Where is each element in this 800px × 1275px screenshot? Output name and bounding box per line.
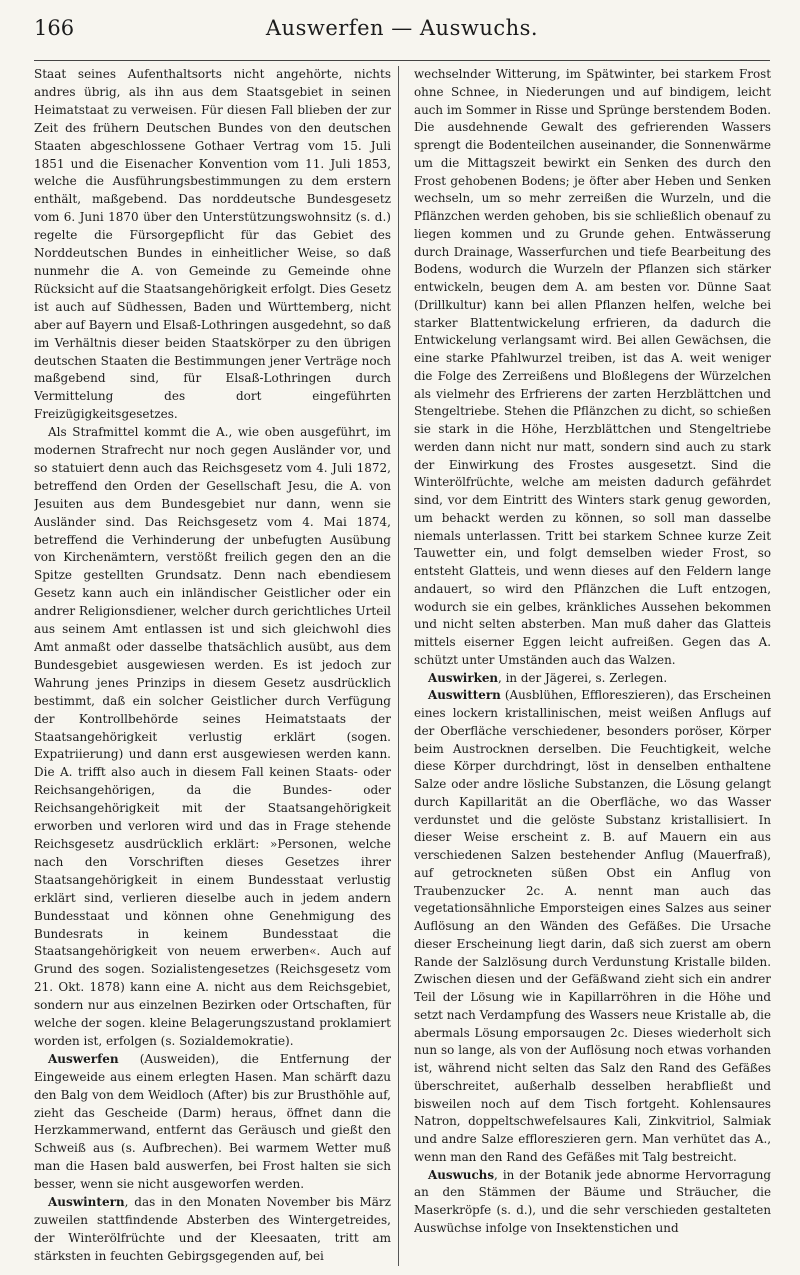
headword-auswittern: Auswittern — [428, 688, 501, 703]
headword-auswerfen: Auswerfen — [48, 1051, 119, 1066]
entry-text-auswirken: , in der Jägerei, s. Zerlegen. — [498, 670, 668, 685]
headword-auswintern: Auswintern — [48, 1195, 125, 1210]
entry-text-auswintern: , das in den Monaten November bis März zuweilen stattfindende Absterben des Wintergetreides, der Winterölfrüchte und der Kleesaaten, tritt am stärksten in feuchten Gebirgsgegenden auf, bei — [34, 1195, 391, 1263]
header-rule — [34, 60, 770, 61]
running-title: Auswerfen — Auswuchs. — [265, 16, 539, 40]
entry-auswittern — [414, 687, 771, 1166]
headword-auswirken: Auswirken — [428, 670, 499, 685]
entry-auswerfen — [34, 1051, 391, 1194]
column-divider — [398, 66, 399, 1266]
headword-auswuchs: Auswuchs — [428, 1167, 495, 1182]
right-column — [414, 66, 771, 1266]
left-continuation-paragraph: Staat seines Aufenthaltsorts nicht angehörte, nichts andres übrig, als ihn aus dem Staatsgebiet in seinen Heimatstaat zu verweisen. Für diesen Fall blieben der zur Zeit des frühern Deutschen Bundes von den deutschen Staaten abgeschlossene Gothaer Vertrag vom 15. Juli 1851 und die Eisenacher Konvention vom 11. Juli 1853, welche die Ausführungsbestimmungen zu dem erstern enthält, maßgebend. Das norddeutsche Bundesgesetz vom 6. Juni 1870 über den Unterstützungswohnsitz (s. d.) regelte die Fürsorgepflicht für das Gebiet des Norddeutschen Bundes in einheitlicher Weise, so daß nunmehr die A. von Gemeinde zu Gemeinde ohne Rücksicht auf die Staatsangehörigkeit erfolgt. Dies Gesetz ist auch auf Südhessen, Baden und Württemberg, nicht aber auf Bayern und Elsaß-Lothringen ausgedehnt, so daß im Verhältnis dieser beiden Staatskörper zu den übrigen deutschen Staaten die Bestimmungen jener Verträge noch maßgebend sind, für Elsaß-Lothringen durch Vermittelung des dort eingeführten Freizügigkeitsgesetzes. — [34, 67, 391, 422]
entry-text-auswuchs: , in der Botanik jede abnorme Hervorragung an den Stämmen der Bäume und Sträucher, die Maserkröpfe (s. d.), und die sehr verschieden gestalteten Auswüchse infolge von Insektenstichen und — [414, 1167, 771, 1235]
entry-text-auswittern: (Ausblühen, Effloreszieren), das Erscheinen eines lockern kristallinischen, meist weißen Anflugs auf der Oberfläche verschiedener, besonders poröser, Körper beim Austrocknen derselben. Die Feuchtigkeit, welche diese Körper durchdringt, löst in denselben enthaltene Salze oder andre lösliche Substanzen, die Lösung gelangt durch Kapillarität an die Oberfläche, wo das Wasser verdunstet und die gelöste Substanz kristallisiert. In dieser Weise erscheint z. B. auf Mauern ein aus verschiedenen Salzen bestehender Anflug (Mauerfraß), auf getrockneten süßen Obst ein Anflug von Traubenzucker 2c. A. nennt man auch das vegetationsähnliche Emporsteigen eines Salzes aus seiner Auflösung an den Wänden des Gefäßes. Die Ursache dieser Erscheinung liegt darin, daß sich zuerst am obern Rande der Salzlösung durch Verdunstung Kristalle bilden. Zwischen diesen und der Gefäßwand zieht sich ein andrer Teil der Lösung wie in Kapillarröhren in die Höhe und setzt nach Verdampfung des Wassers neue Kristalle ab, die abermals Lösung emporsaugen 2c. Dieses wiederholt sich nun so lange, als von der Auflösung noch etwas vorhanden ist, während nicht selten das Salz den Rand des Gefäßes überschreitet, außerhalb desselben herabfließt und bisweilen noch auf dem Tisch fortgeht. Kohlensaures Natron, doppeltschwefelsaures Kali, Zinkvitriol, Salmiak und andre Salze effloreszieren gern. Man verhütet das A., wenn man den Rand des Gefäßes mit Talg bestreicht. — [414, 688, 771, 1164]
right-continuation-paragraph: wechselnder Witterung, im Spätwinter, bei starkem Frost ohne Schnee, in Niederungen und auf bindigem, leicht auch im Sommer in Risse und Sprünge berstendem Boden. Die ausdehnende Gewalt des gefrierenden Wassers sprengt die Bodenteilchen auseinander, die Sonnenwärme um die Mittagszeit bewirkt ein Senken des durch den Frost gehobenen Bodens; je öfter aber Heben und Senken wechseln, um so mehr zerreißen die Wurzeln, und die Pflänzchen werden gehoben, bis sie schließlich obenauf zu liegen kommen und zu Grunde gehen. Entwässerung durch Drainage, Wasserfurchen und tiefe Bearbeitung des Bodens, wodurch die Wurzeln der Pflanzen sich stärker entwickeln, beugen dem A. am besten vor. Dünne Saat (Drillkultur) kann bei allen Pflanzen helfen, welche bei starker Blattentwickelung erfrieren, da dadurch die Entwickelung verlangsamt wird. Bei allen Gewächsen, die eine starke Pfahlwurzel treiben, ist das A. weit weniger die Folge des Zerreißens und Bloßlegens der Würzelchen als vielmehr des Erfrierens der zarten Herzblättchen und Stengeltriebe. Stehen die Pflänzchen zu dicht, so schießen sie stark in die Höhe, Herzblättchen und Stengeltriebe werden dann nicht nur matt, sondern sind auch zu stark der Einwirkung des Frostes ausgesetzt. Sind die Winterölfrüchte, welche am meisten dadurch gefährdet sind, vor dem Eintritt des Winters stark genug geworden, um behackt werden zu können, so soll man dasselbe niemals unterlassen. Tritt bei starkem Schnee kurze Zeit Tauwetter ein, und folgt demselben wieder Frost, so entsteht Glatteis, und wenn dieses auf den Feldern lange andauert, so wird den Pflänzchen die Luft entzogen, wodurch sie ein gelbes, kränkliches Aussehen bekommen und nicht selten absterben. Man muß daher das Glatteis mittels eiserner Eggen leicht aufreißen. Gegen das A. schützt unter Umständen auch das Walzen. — [414, 67, 771, 667]
left-paragraph-strafmittel: Als Strafmittel kommt die A., wie oben ausgeführt, im modernen Strafrecht nur noch gegen Ausländer vor, und so statuiert denn auch das Reichsgesetz vom 4. Juli 1872, betreffend den Orden der Gesellschaft Jesu, die A. von Jesuiten aus dem Bundesgebiet nur dann, wenn sie Ausländer sind. Das Reichsgesetz vom 4. Mai 1874, betreffend die Verhinderung der unbefugten Ausübung von Kirchenämtern, verstößt freilich gegen den an die Spitze gestellten Grundsatz. Denn nach ebendiesem Gesetz kann auch ein inländischer Geistlicher oder ein andrer Religionsdiener, welcher durch gerichtliches Urteil aus seinem Amt entlassen ist und sich gleichwohl dies Amt anmaßt oder dasselbe thatsächlich ausübt, aus dem Bundesgebiet ausgewiesen werden. Es ist jedoch zur Wahrung jenes Prinzips in diesem Gesetz ausdrücklich bestimmt, daß ein solcher Geistlicher durch Verfügung der Kontrollbehörde seines Heimatstaats der Staatsangehörigkeit verlustig erklärt (sogen. Expatriierung) und dann erst ausgewiesen werden kann. Die A. trifft also auch in diesem Fall keinen Staats- oder Reichsangehörigen, da die Bundes- oder Reichsangehörigkeit mit der Staatsangehörigkeit erworben und verloren wird und das in Frage stehende Reichsgesetz ausdrücklich erklärt: »Personen, welche nach den Vorschriften dieses Gesetzes ihrer Staatsangehörigkeit in einem Bundesstaat verlustig erklärt sind, verlieren dieselbe auch in jedem andern Bundesstaat und können ohne Genehmigung des Bundesrats in keinem Bundesstaat die Staatsangehörigkeit von neuem erwerben«. Auch auf Grund des sogen. Sozialistengesetzes (Reichsgesetz vom 21. Okt. 1878) kann eine A. nicht aus dem Reichsgebiet, sondern nur aus einzelnen Bezirken oder Ortschaften, für welche der sogen. kleine Belagerungszustand proklamiert worden ist, erfolgen (s. Sozialdemokratie). — [34, 425, 391, 1048]
entry-auswirken — [414, 670, 771, 688]
left-column — [34, 66, 391, 1266]
entry-auswintern — [34, 1194, 391, 1266]
entry-text-auswerfen: (Ausweiden), die Entfernung der Eingeweide aus einem erlegten Hasen. Man schärft dazu den Balg von dem Weidloch (After) bis zur Brusthöhle auf, zieht das Gescheide (Darm) heraus, öffnet dann die Herzkammerwand, entfernt das Geräusch und gießt den Schweiß aus (s. Aufbrechen). Bei warmem Wetter muß man die Hasen bald auswerfen, bei Frost halten sie sich besser, wenn sie nicht ausgeworfen werden. — [34, 1051, 391, 1192]
page-number: 166 — [34, 16, 75, 40]
page-header — [34, 12, 770, 48]
entry-auswuchs — [414, 1167, 771, 1238]
